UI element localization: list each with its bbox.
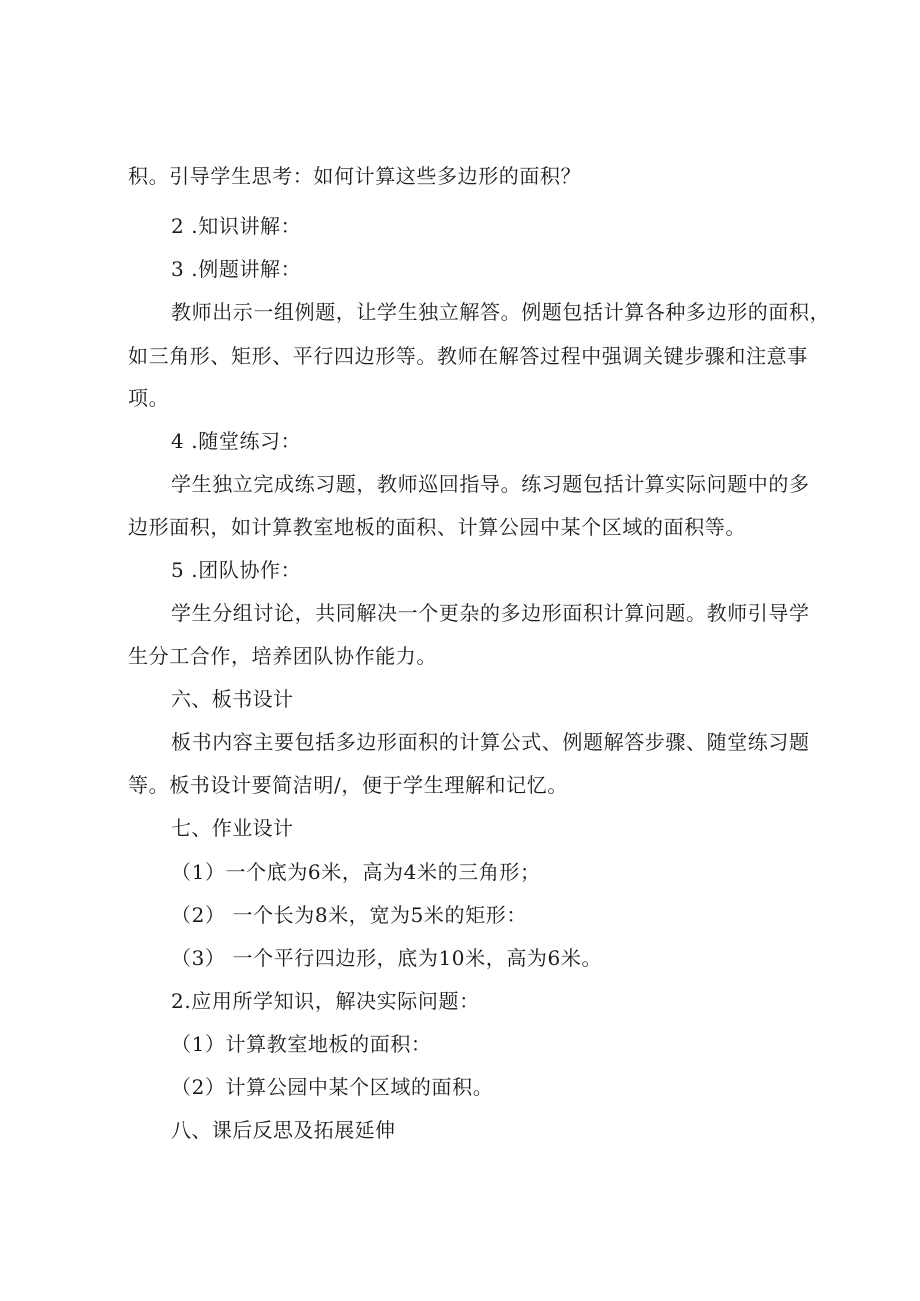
section-7-heading: 七、作业设计 [171,816,294,840]
section-6-paragraph-line: 等。板书设计要简洁明/，便于学生理解和记忆。 [128,773,568,797]
step-3-paragraph-line: 如三角形、矩形、平行四边形等。教师在解答过程中强调关键步骤和注意事 [128,344,808,368]
homework-sub-heading: 2.应用所学知识，解决实际问题： [171,989,480,1013]
step-4-title: 4 .随堂练习： [171,429,302,453]
step-5-title: 5 .团队协作： [171,558,302,582]
step-4-paragraph-line: 边形面积，如计算教室地板的面积、计算公园中某个区域的面积等。 [128,515,746,539]
homework-item: （3） 一个平行四边形，底为10米，高为6米。 [171,946,603,970]
step-2-title: 2 .知识讲解： [171,214,302,238]
homework-sub-item: （2）计算公园中某个区域的面积。 [171,1075,494,1099]
step-3-paragraph-line: 教师出示一组例题，让学生独立解答。例题包括计算各种多边形的面积， [171,300,831,324]
section-8-heading: 八、课后反思及拓展延伸 [171,1118,396,1142]
step-5-paragraph-line: 生分工合作，培养团队协作能力。 [128,644,437,668]
homework-item: （2） 一个长为8米，宽为5米的矩形： [171,903,527,927]
homework-sub-item: （1）计算教室地板的面积： [171,1032,432,1056]
intro-paragraph-tail: 积。引导学生思考：如何计算这些多边形的面积？ [128,164,582,188]
section-6-paragraph-line: 板书内容主要包括多边形面积的计算公式、例题解答步骤、随堂练习题 [171,730,810,754]
homework-item: （1）一个底为6米，高为4米的三角形； [171,860,541,884]
step-4-paragraph-line: 学生独立完成练习题，教师巡回指导。练习题包括计算实际问题中的多 [171,472,810,496]
step-3-title: 3 .例题讲解： [171,257,302,281]
step-3-paragraph-line: 项。 [128,386,170,410]
section-6-heading: 六、板书设计 [171,687,294,711]
step-5-paragraph-line: 学生分组讨论，共同解决一个更杂的多边形面积计算问题。教师引导学 [171,601,810,625]
